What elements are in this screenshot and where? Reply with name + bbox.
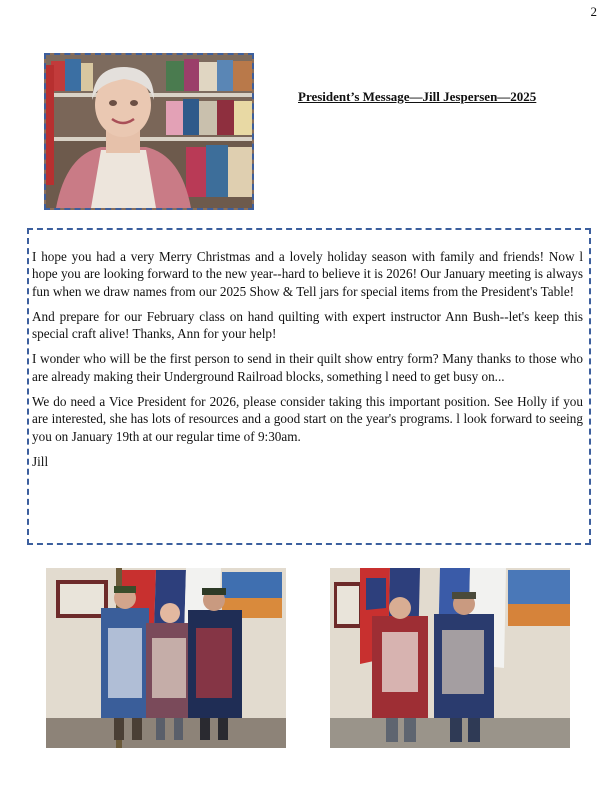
quilt-recipients-photo-right [330,568,570,748]
page-number: 2 [590,4,597,19]
page-title: President’s Message—Jill Jespersen—2025 [298,89,537,104]
message-paragraph: I hope you had a very Merry Christmas and a lovely holiday season with family and friends! Now l hope you are looking forward to the new year--hard to believe it is 2026! Our January meeting is always fun when we draw names from our 2025 Show & Tell jars for special items from the President's Table! [32,249,583,299]
quilt-recipients-photo-left [46,568,286,748]
president-message-box [27,228,591,545]
message-paragraph: We do need a Vice President for 2026, please consider taking this important position. See Holly if you are interested, she has lots of resources and a good start on the year's programs. l look forward to seeing you on January 19th at our regular time of 9:30am. [32,394,583,444]
message-paragraph: I wonder who will be the first person to send in their quilt show entry form? Many thanks to those who are already making their Underground Railroad blocks, something l need to get busy on... [32,351,583,384]
message-paragraph: And prepare for our February class on hand quilting with expert instructor Ann Bush--let's keep this special craft alive! Thanks, Ann for your help! [32,308,583,342]
president-portrait-photo [44,53,254,210]
message-signature: Jill [32,453,49,469]
